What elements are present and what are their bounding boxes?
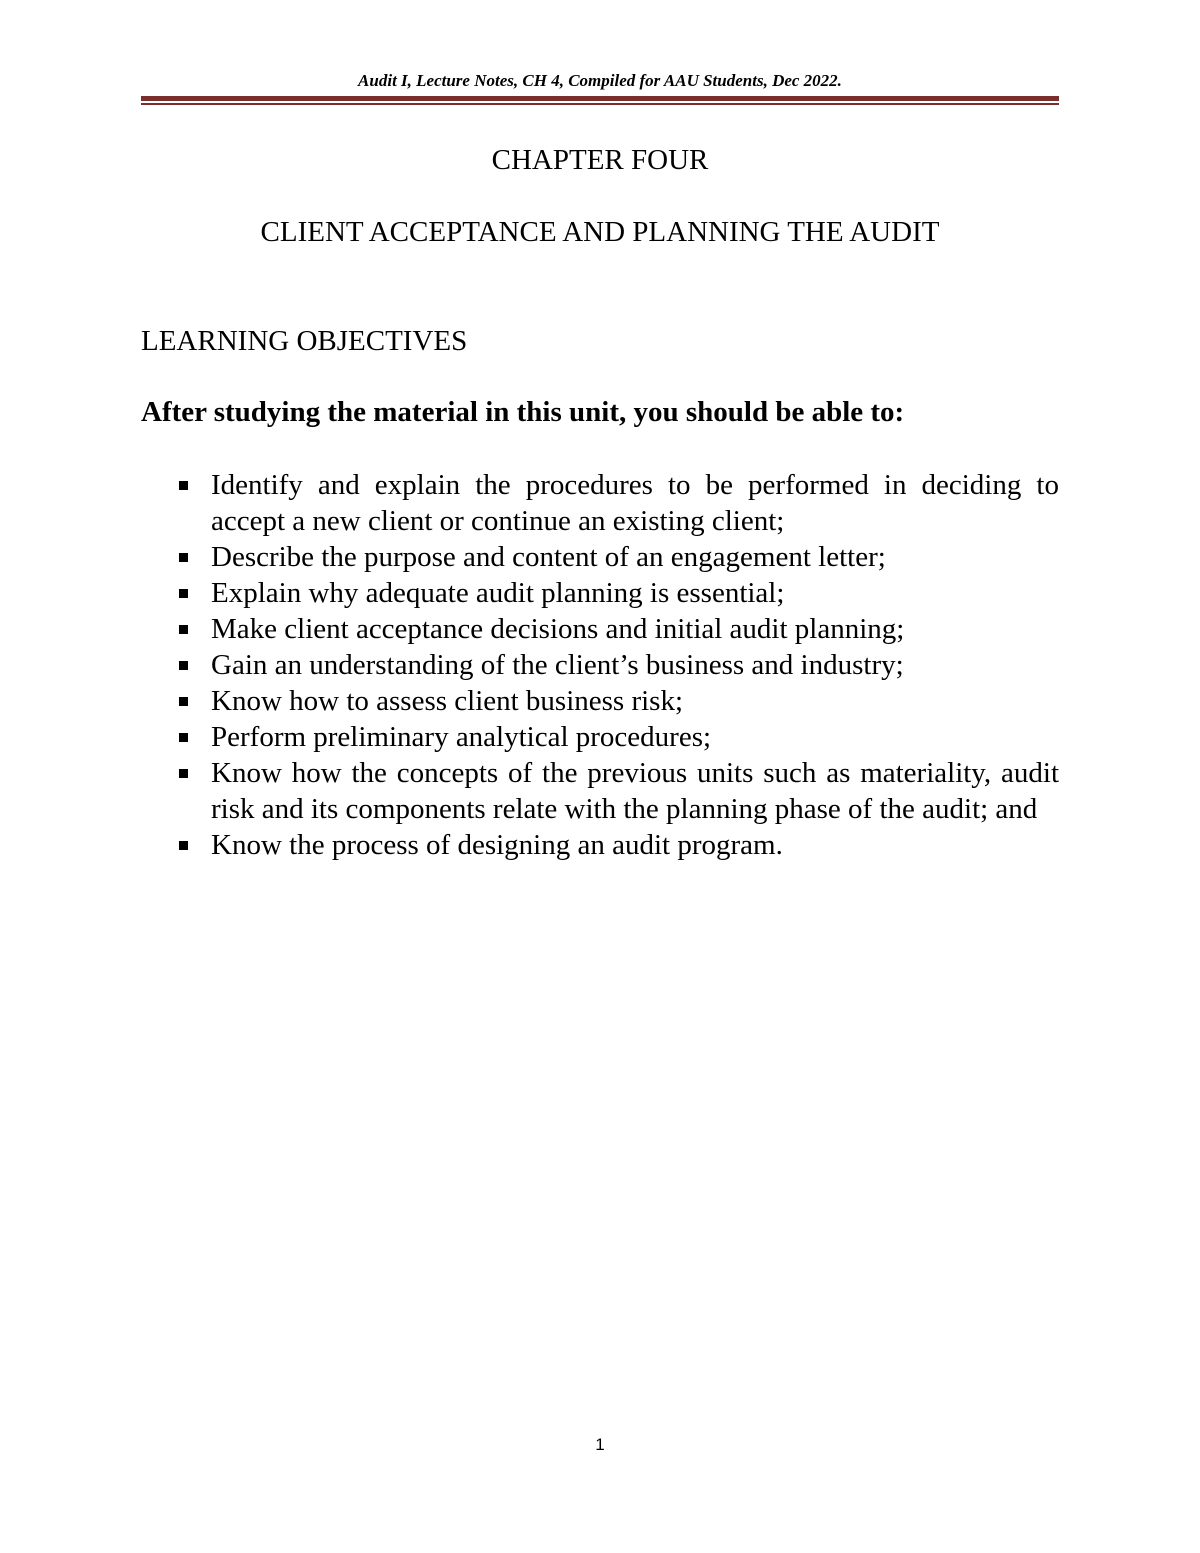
square-bullet-icon xyxy=(179,553,188,562)
square-bullet-icon xyxy=(179,769,188,778)
list-item-text: Make client acceptance decisions and initial audit planning; xyxy=(211,613,905,645)
learning-objectives-heading: LEARNING OBJECTIVES xyxy=(141,325,468,357)
square-bullet-icon xyxy=(179,733,188,742)
list-item-text: Describe the purpose and content of an engagement letter; xyxy=(211,541,886,573)
page-number: 1 xyxy=(595,1435,605,1454)
list-item xyxy=(141,647,1059,683)
square-bullet-icon xyxy=(179,697,188,706)
square-bullet-icon xyxy=(179,481,188,490)
list-item xyxy=(141,611,1059,647)
list-item xyxy=(141,467,1059,539)
list-item-text: Know how the concepts of the previous units such as materiality, audit risk and its components relate with the planning phase of the audit; and xyxy=(211,757,1059,825)
square-bullet-icon xyxy=(179,841,188,850)
list-item xyxy=(141,683,1059,719)
objectives-intro: After studying the material in this unit, you should be able to: xyxy=(141,396,905,428)
list-item-text: Gain an understanding of the client’s business and industry; xyxy=(211,649,904,681)
list-item xyxy=(141,755,1059,827)
list-item-text: Know the process of designing an audit program. xyxy=(211,829,783,861)
square-bullet-icon xyxy=(179,625,188,634)
list-item-text: Identify and explain the procedures to be performed in deciding to accept a new client or continue an existing client; xyxy=(211,469,1059,537)
square-bullet-icon xyxy=(179,589,188,598)
header-rule-thin xyxy=(141,103,1059,105)
list-item-text: Know how to assess client business risk; xyxy=(211,685,684,717)
chapter-title: CHAPTER FOUR xyxy=(491,144,709,176)
list-item xyxy=(141,575,1059,611)
list-item xyxy=(141,539,1059,575)
objectives-list xyxy=(141,467,1059,863)
running-header: Audit I, Lecture Notes, CH 4, Compiled for AAU Students, Dec 2022. xyxy=(358,71,842,90)
list-item xyxy=(141,827,1059,863)
list-item-text: Explain why adequate audit planning is essential; xyxy=(211,577,785,609)
list-item-text: Perform preliminary analytical procedures; xyxy=(211,721,712,753)
square-bullet-icon xyxy=(179,661,188,670)
list-item xyxy=(141,719,1059,755)
header-rule-thick xyxy=(141,96,1059,101)
chapter-subtitle: CLIENT ACCEPTANCE AND PLANNING THE AUDIT xyxy=(260,216,940,248)
